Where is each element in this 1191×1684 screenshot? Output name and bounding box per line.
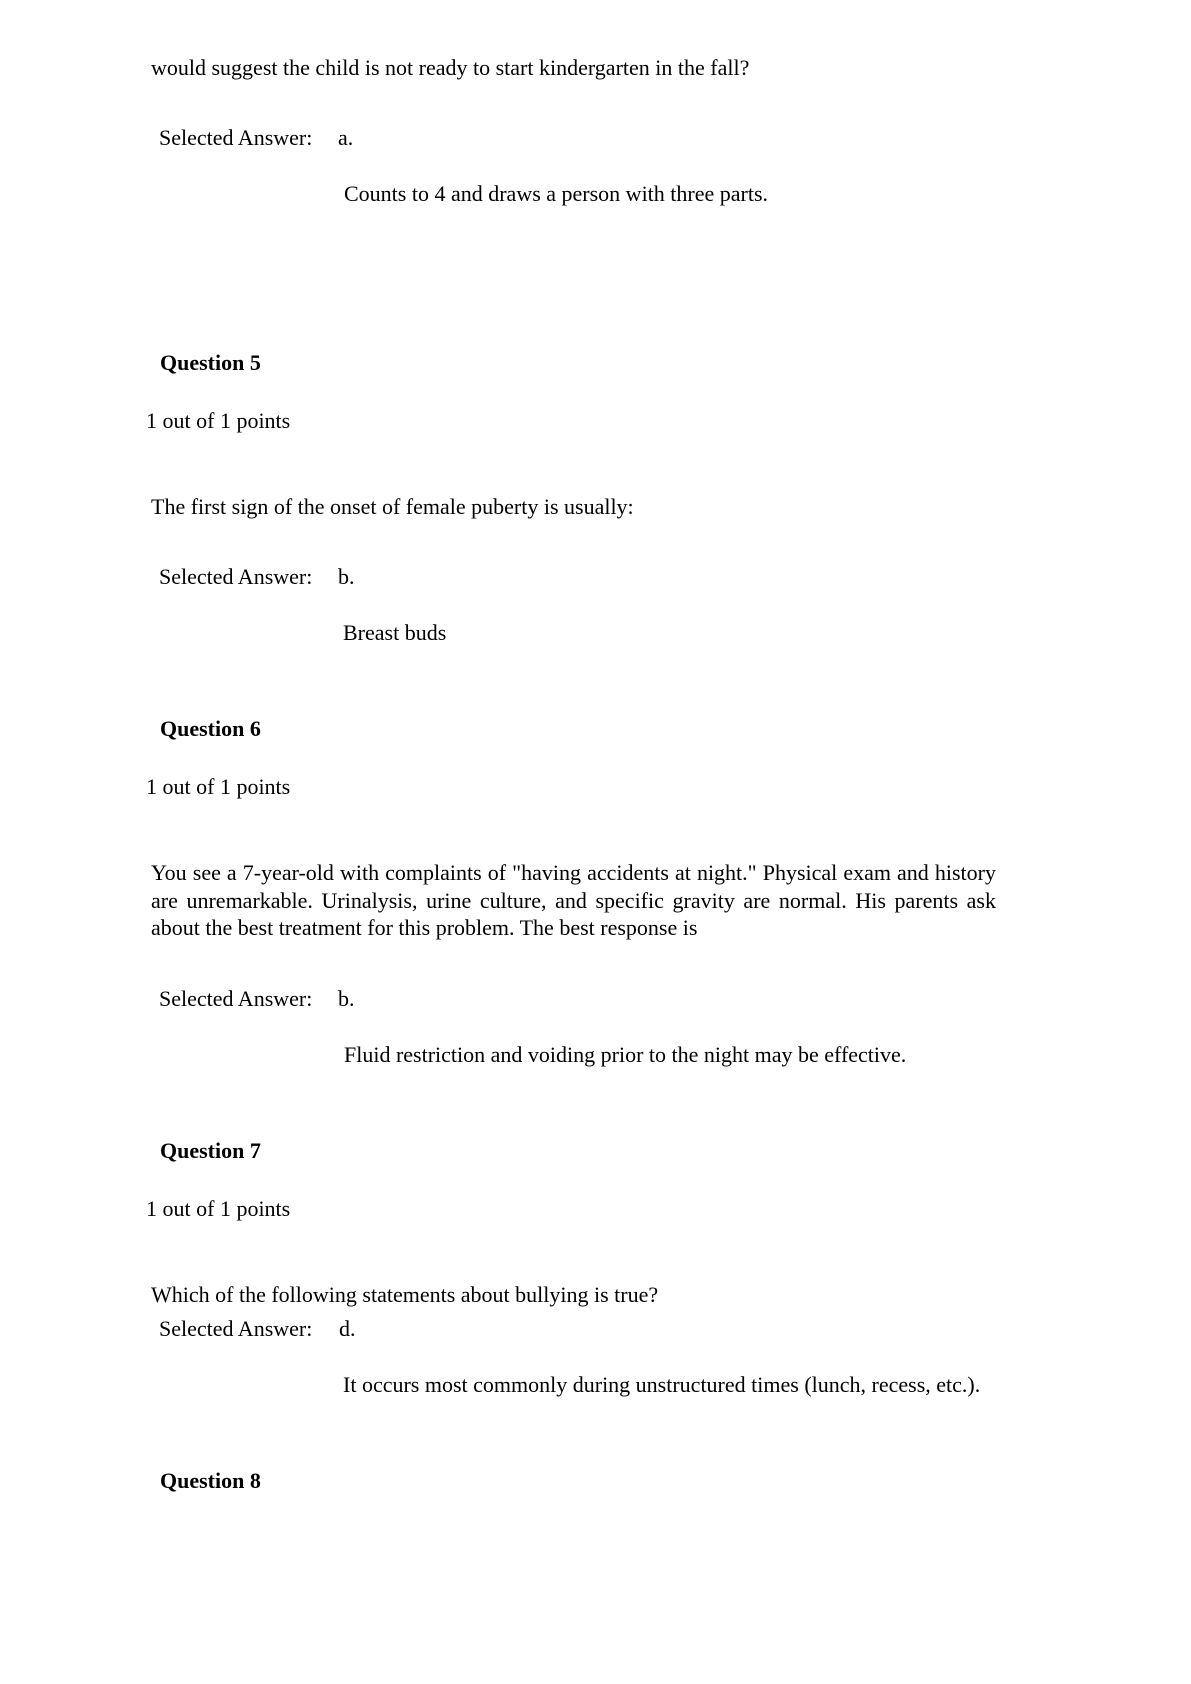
question-5-selected-answer-letter: b. — [338, 564, 355, 589]
question-7-selected-answer-letter: d. — [339, 1316, 356, 1341]
question-4-selected-answer-letter: a. — [338, 125, 354, 150]
question-6-prompt: You see a 7-year-old with complaints of "having accidents at night." Physical exam and history are unremarkable. Urinalysis, urine culture, and specific gravity are normal. His parents ask about the best treatment for this problem. The best response is — [151, 860, 996, 940]
question-6-points: 1 out of 1 points — [146, 774, 291, 799]
question-7-prompt: Which of the following statements about bullying is true? — [151, 1282, 659, 1307]
question-6-selected-answer-text: Fluid restriction and voiding prior to the night may be effective. — [344, 1042, 907, 1067]
question-5-selected-answer-text: Breast buds — [343, 620, 447, 645]
question-7-heading: Question 7 — [160, 1138, 261, 1163]
question-4-selected-answer-text: Counts to 4 and draws a person with three parts. — [344, 181, 769, 206]
question-7-selected-answer-label: Selected Answer: — [159, 1316, 313, 1341]
question-4-selected-answer-label: Selected Answer: — [159, 125, 313, 150]
question-6-selected-answer-label: Selected Answer: — [159, 986, 313, 1011]
question-5-selected-answer-label: Selected Answer: — [159, 564, 313, 589]
question-5-prompt: The first sign of the onset of female puberty is usually: — [151, 494, 634, 519]
question-6-selected-answer-letter: b. — [338, 986, 355, 1011]
question-4-prompt-tail: would suggest the child is not ready to start kindergarten in the fall? — [151, 55, 750, 80]
question-5-heading: Question 5 — [160, 350, 261, 375]
question-5-points: 1 out of 1 points — [146, 408, 291, 433]
question-6-heading: Question 6 — [160, 716, 261, 741]
question-8-heading: Question 8 — [160, 1468, 261, 1493]
question-7-points: 1 out of 1 points — [146, 1196, 291, 1221]
question-7-selected-answer-text: It occurs most commonly during unstructured times (lunch, recess, etc.). — [343, 1372, 981, 1397]
